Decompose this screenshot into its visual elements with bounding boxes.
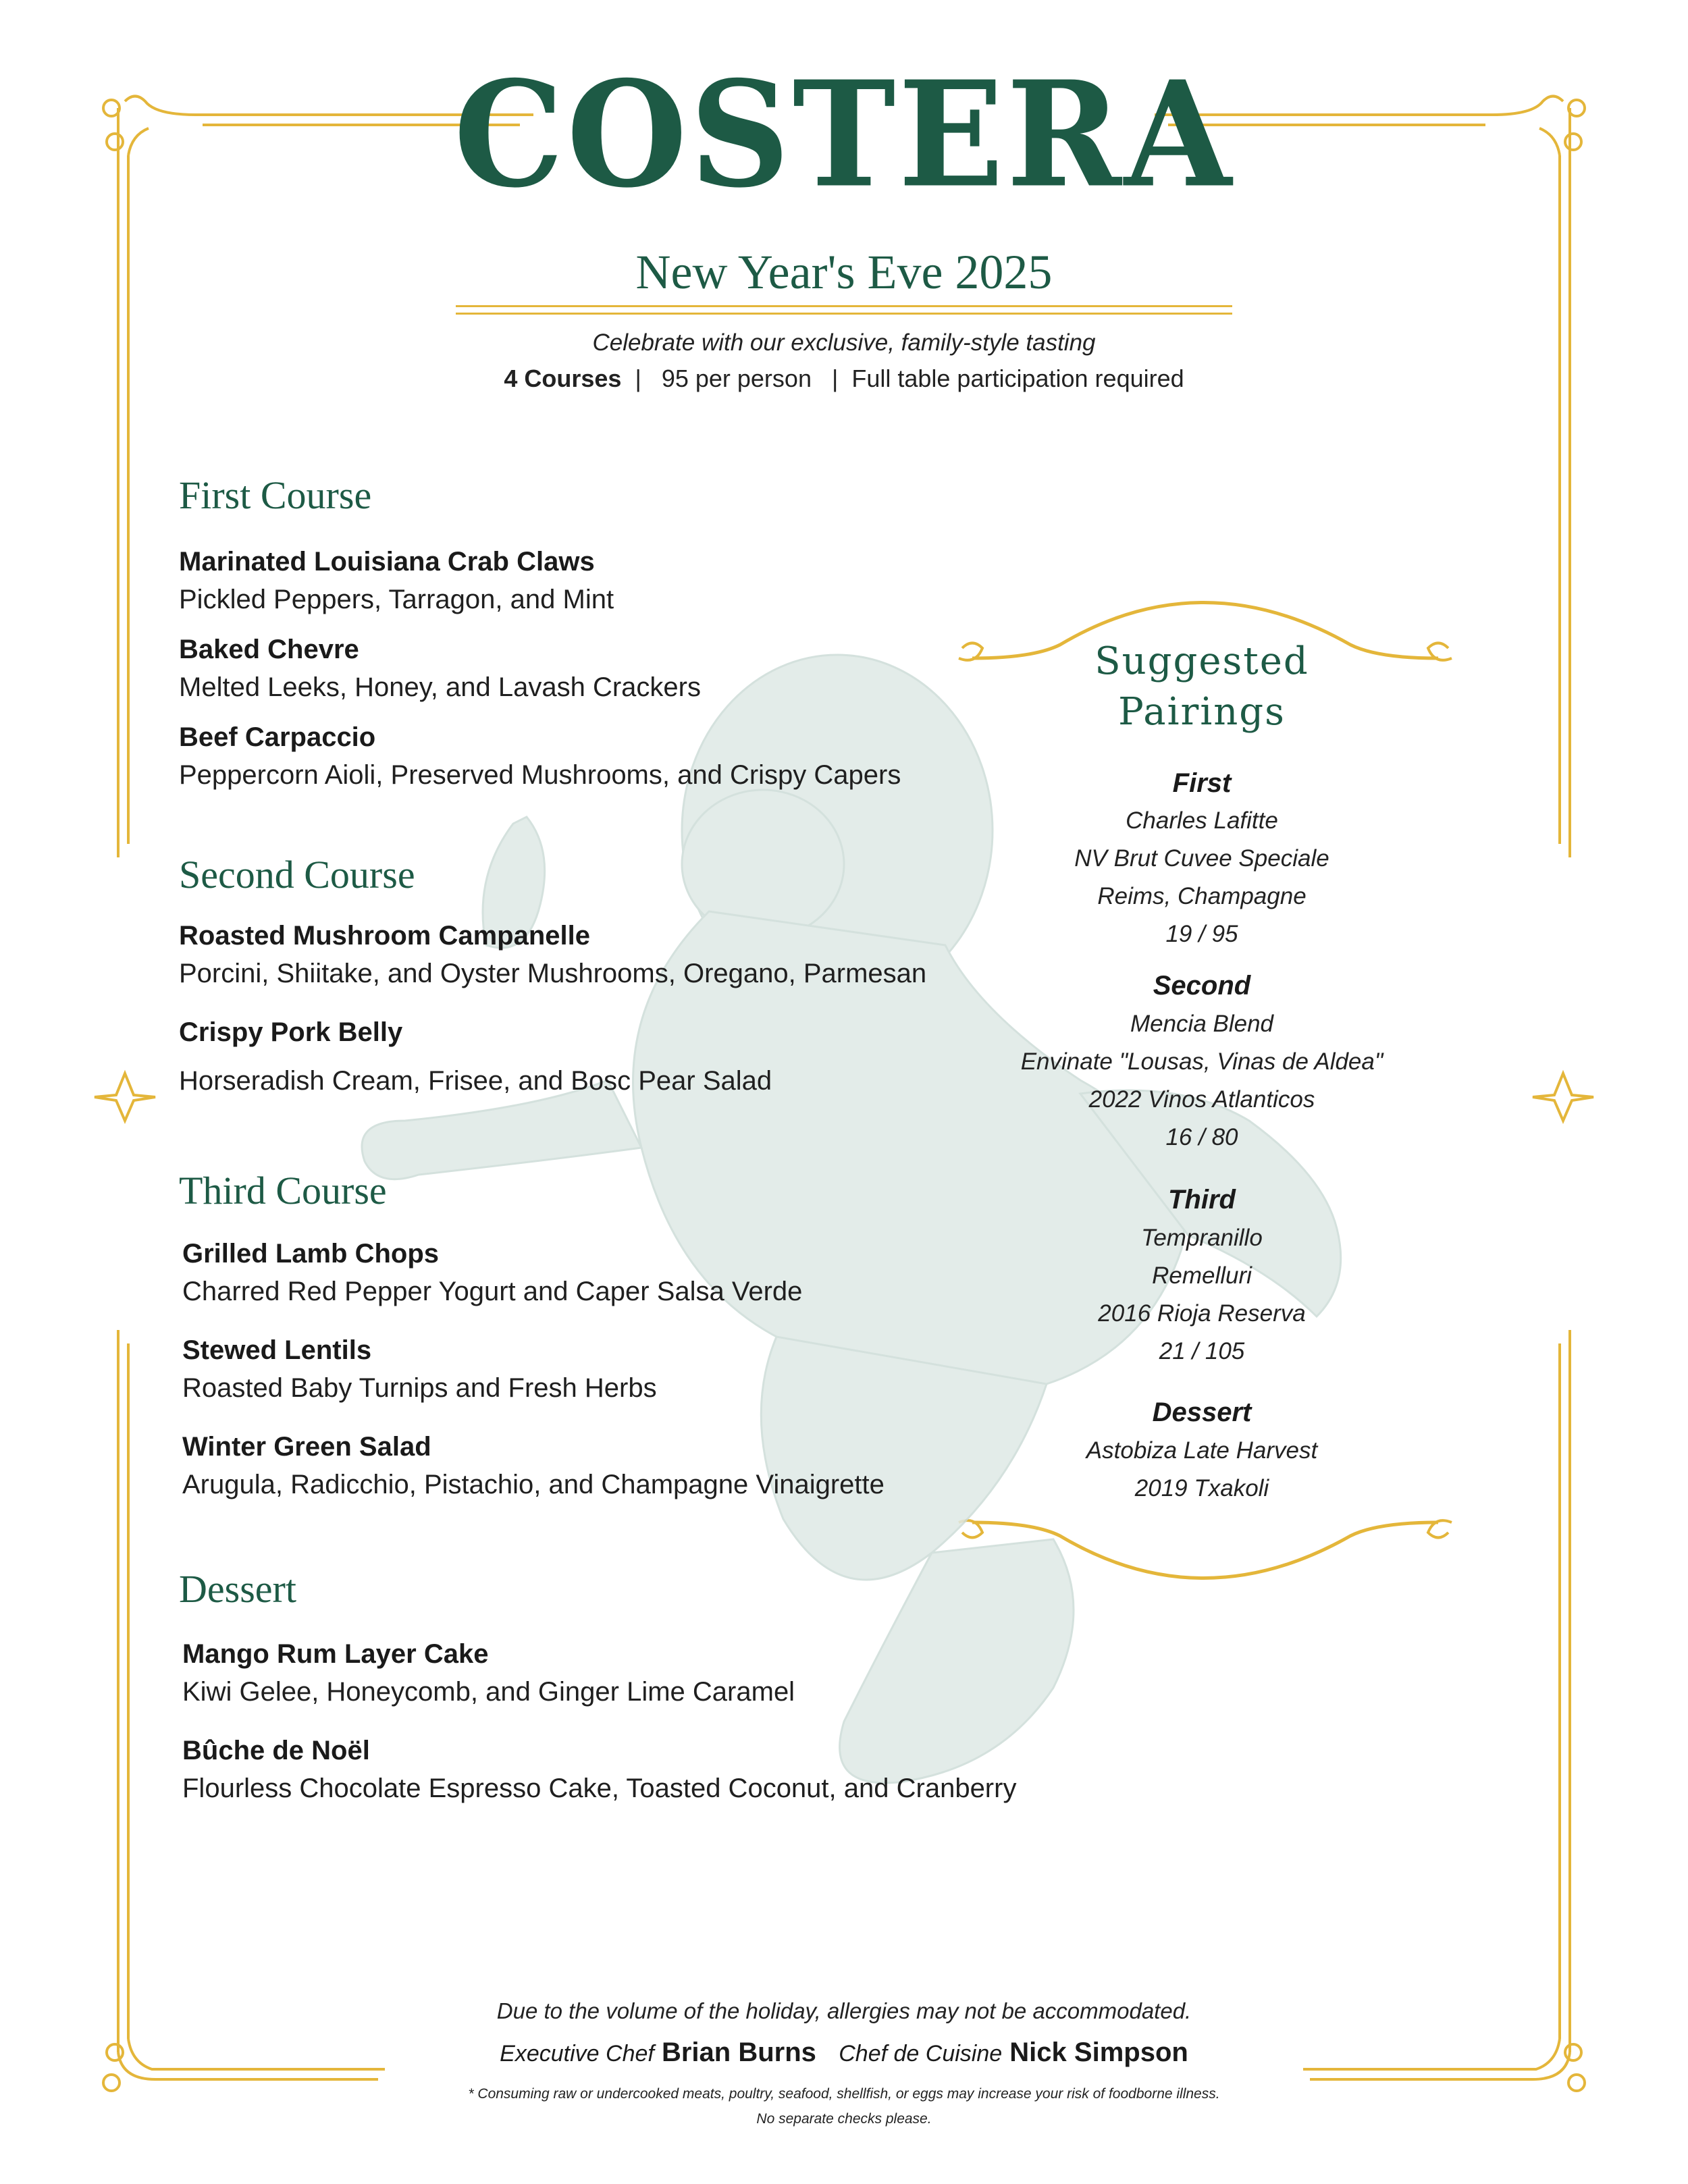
exec-chef-label: Executive Chef [500,2041,654,2067]
event-title: New Year's Eve 2025 [635,245,1053,299]
dish-name: Roasted Mushroom Campanelle [179,921,591,951]
cuisine-chef-name: Nick Simpson [1009,2037,1188,2067]
title-divider [456,305,1232,315]
cuisine-chef-label: Chef de Cuisine [839,2041,1003,2067]
pairing-price: 16 / 80 [1165,1124,1238,1150]
price: 95 per person [661,365,812,392]
pairing-line: Remelluri [1152,1262,1252,1289]
pairing-line: Tempranillo [1141,1225,1263,1251]
costera-logo [0,50,1688,221]
course-title-first: First Course [179,473,372,517]
pairings-title-line: Pairings [1118,690,1286,734]
pairing-line: 2019 Txakoli [1134,1475,1269,1501]
exec-chef-name: Brian Burns [661,2037,816,2067]
checks-note: No separate checks please. [756,2111,932,2127]
dish-name: Mango Rum Layer Cake [182,1639,489,1669]
dish-name: Bûche de Noël [182,1736,370,1765]
course-title-third: Third Course [179,1169,387,1213]
pairing-price: 21 / 105 [1159,1338,1245,1364]
course-title-dessert: Dessert [179,1567,296,1611]
pairing-line: Mencia Blend [1130,1011,1274,1037]
dish-description: Arugula, Radicchio, Pistachio, and Champagne Vinaigrette [182,1470,885,1499]
dish-description: Kiwi Gelee, Honeycomb, and Ginger Lime Caramel [182,1677,795,1707]
dish-description: Horseradish Cream, Frisee, and Bosc Pear Salad [179,1066,772,1096]
dish-name: Beef Carpaccio [179,722,376,752]
dish-name: Stewed Lentils [182,1335,372,1365]
pairings-title-line: Suggested [1094,639,1309,683]
separator: | [818,365,845,392]
separator: | [628,365,655,392]
dish-description: Pickled Peppers, Tarragon, and Mint [179,585,614,614]
pairing-heading: First [1172,768,1232,798]
dish-description: Flourless Chocolate Espresso Cake, Toasted Coconut, and Cranberry [182,1774,1017,1803]
allergy-note: Due to the volume of the holiday, allergies may not be accommodated. [496,1998,1192,2023]
tagline: Celebrate with our exclusive, family-style tasting [592,329,1096,356]
dish-description: Roasted Baby Turnips and Fresh Herbs [182,1373,657,1403]
dish-description: Peppercorn Aioli, Preserved Mushrooms, and Crispy Capers [179,760,901,790]
pairing-heading: Dessert [1152,1397,1252,1427]
pairing-line: 2022 Vinos Atlanticos [1088,1086,1315,1113]
dish-description: Charred Red Pepper Yogurt and Caper Salsa Verde [182,1277,803,1306]
pairing-line: Charles Lafitte [1126,807,1278,834]
pairing-heading: Third [1168,1185,1236,1215]
pairing-line: Astobiza Late Harvest [1086,1437,1318,1464]
pairing-heading: Second [1153,971,1251,1001]
pairing-line: NV Brut Cuvee Speciale [1074,845,1329,872]
dish-name: Crispy Pork Belly [179,1017,403,1047]
dish-name: Marinated Louisiana Crab Claws [179,547,595,577]
pairing-line: 2016 Rioja Reserva [1098,1300,1306,1327]
menu-details [0,365,1688,393]
pairing-price: 19 / 95 [1165,921,1238,947]
course-title-second: Second Course [179,853,415,897]
pairing-line: Envinate "Lousas, Vinas de Aldea" [1020,1048,1383,1075]
dish-name: Grilled Lamb Chops [182,1239,440,1269]
dish-name: Baked Chevre [179,635,359,664]
dish-description: Porcini, Shiitake, and Oyster Mushrooms, Oregano, Parmesan [179,959,927,988]
pairing-line: Reims, Champagne [1097,883,1307,909]
logo-text: COSTERA [453,50,1234,221]
chef-credits [0,2037,1688,2068]
participation-note: Full table participation required [851,365,1184,392]
pairings-title [999,636,1404,737]
dish-name: Winter Green Salad [182,1432,431,1462]
foodborne-warning: * Consuming raw or undercooked meats, poultry, seafood, shellfish, or eggs may increase your risk of foodborne illness. [468,2086,1220,2102]
courses-count: 4 Courses [504,365,622,392]
dish-description: Melted Leeks, Honey, and Lavash Crackers [179,672,701,702]
